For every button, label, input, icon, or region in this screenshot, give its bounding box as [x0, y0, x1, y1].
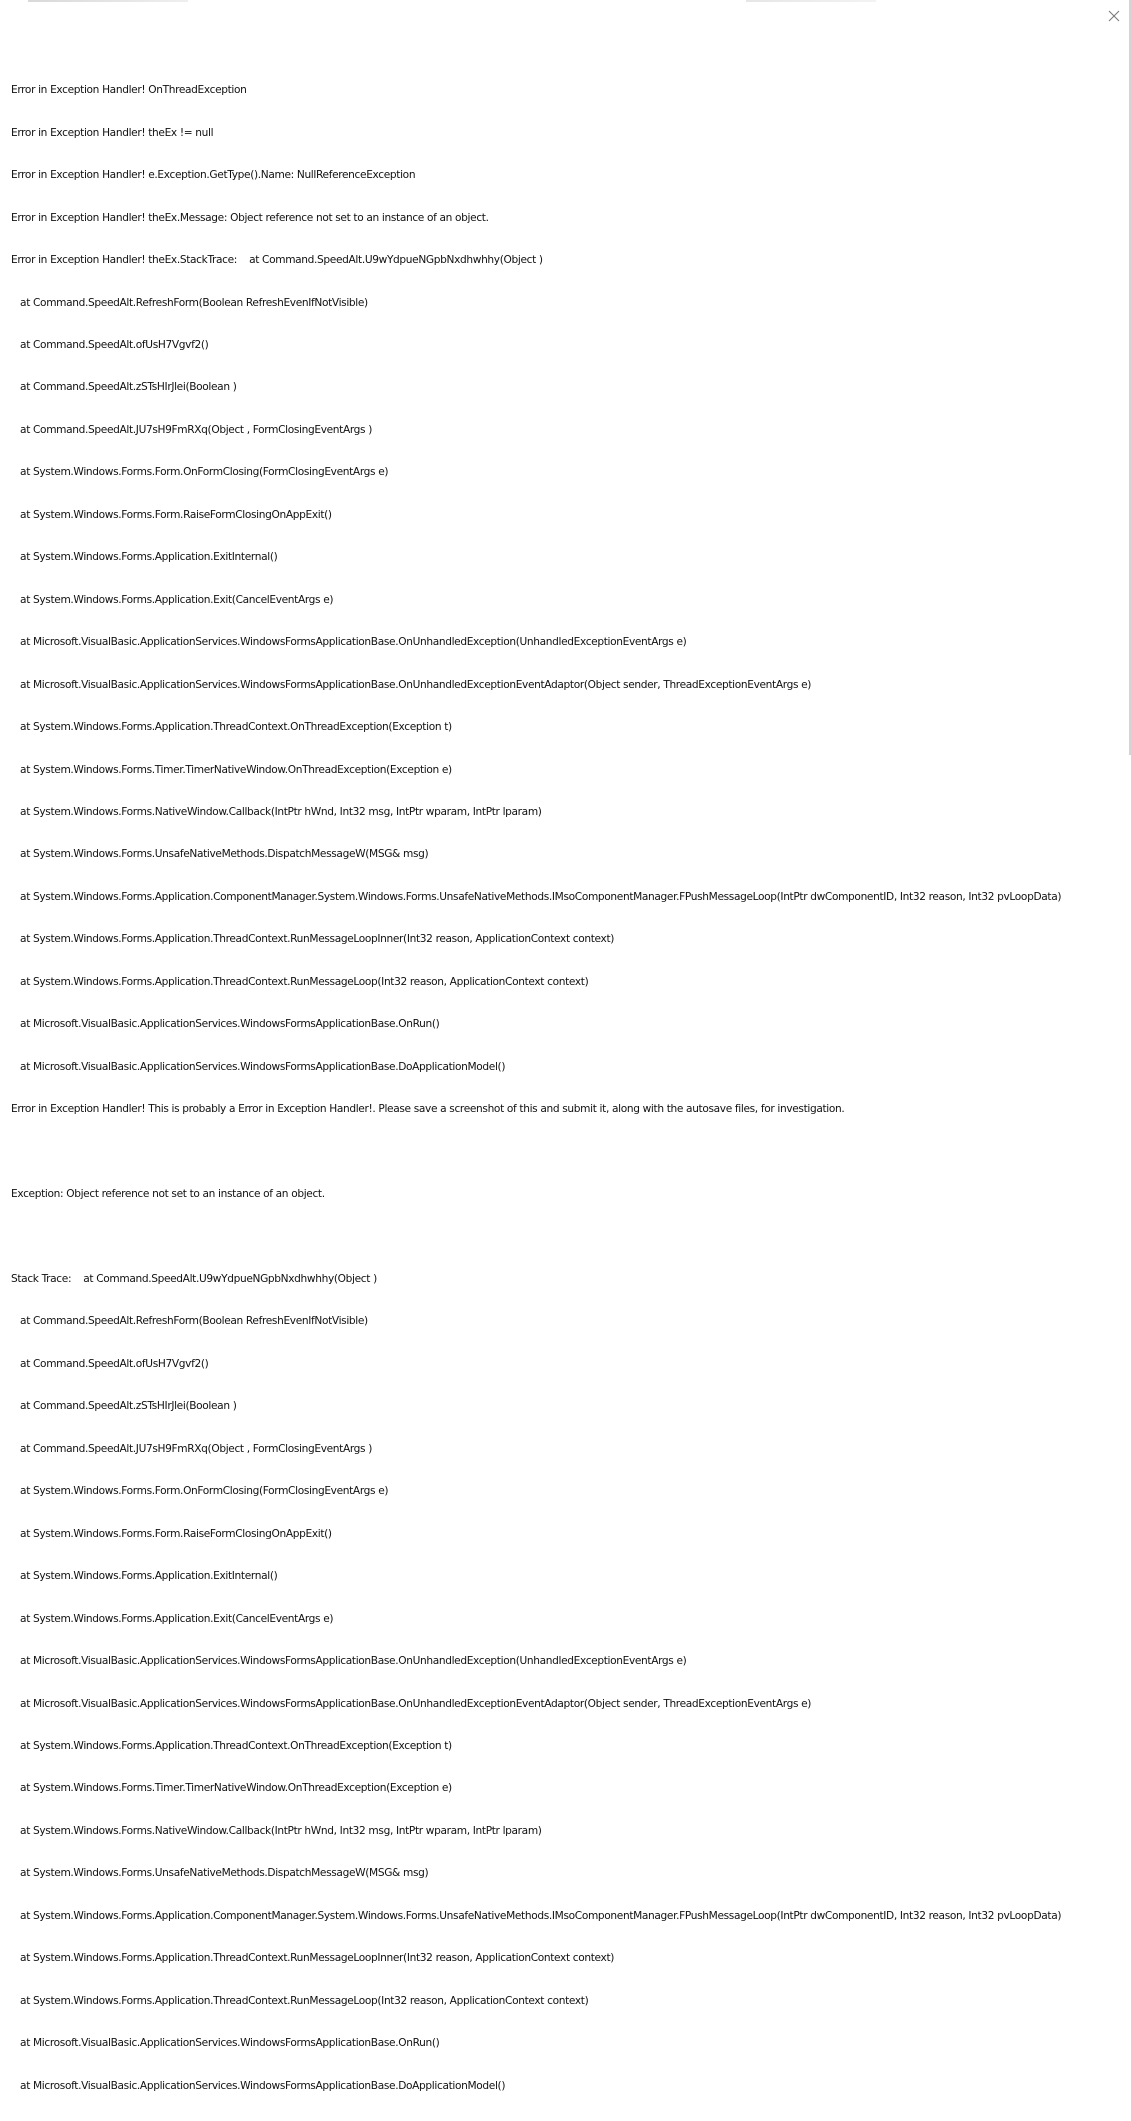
handler-line: at System.Windows.Forms.Application.ExitInternal() — [11, 551, 278, 564]
stack-trace-line: at System.Windows.Forms.NativeWindow.Callback(IntPtr hWnd, Int32 msg, IntPtr wparam, IntPtr lparam) — [11, 1824, 542, 1837]
handler-line: Error in Exception Handler! This is probably a Error in Exception Handler!. Please save a screenshot of this and submit it, along with the autosave files, for investigation. — [11, 1103, 845, 1116]
handler-line: at Command.SpeedAlt.zSTsHIrJlei(Boolean ) — [11, 381, 237, 394]
handler-line: at System.Windows.Forms.Application.ThreadContext.RunMessageLoop(Int32 reason, ApplicationContext context) — [11, 975, 589, 988]
stack-trace-line: at Microsoft.VisualBasic.ApplicationServices.WindowsFormsApplicationBase.OnUnhandledException(UnhandledExceptionEventArgs e) — [11, 1655, 687, 1668]
blank-line — [11, 1230, 1116, 1244]
stack-trace-line: at Microsoft.VisualBasic.ApplicationServices.WindowsFormsApplicationBase.DoApplicationModel() — [11, 2079, 506, 2092]
handler-line: Error in Exception Handler! e.Exception.GetType().Name: NullReferenceException — [11, 169, 416, 182]
stack-trace-line: at System.Windows.Forms.Application.ExitInternal() — [11, 1570, 278, 1583]
handler-line: Error in Exception Handler! theEx.StackTrace: at Command.SpeedAlt.U9wYdpueNGpbNxdhwhhy(Object ) — [11, 254, 543, 267]
handler-line: at Microsoft.VisualBasic.ApplicationServices.WindowsFormsApplicationBase.DoApplicationModel() — [11, 1060, 506, 1073]
handler-line: at System.Windows.Forms.UnsafeNativeMethods.DispatchMessageW(MSG& msg) — [11, 848, 429, 861]
handler-line: at Command.SpeedAlt.RefreshForm(Boolean RefreshEvenIfNotVisible) — [11, 296, 368, 309]
handler-line: at System.Windows.Forms.NativeWindow.Callback(IntPtr hWnd, Int32 msg, IntPtr wparam, IntPtr lparam) — [11, 806, 542, 819]
title-bar-text-remnant-right — [746, 0, 876, 2]
stack-trace-line: at System.Windows.Forms.Application.ComponentManager.System.Windows.Forms.UnsafeNativeMethods.IMsoComponentManager.FPushMessageLoop(IntPtr dwComponentID, Int32 reason, Int32 pvLoopData) — [11, 1909, 1062, 1922]
stack-trace-line: at System.Windows.Forms.Application.ThreadContext.RunMessageLoopInner(Int32 reason, ApplicationContext context) — [11, 1952, 615, 1965]
title-bar-remnant — [0, 0, 1131, 3]
handler-line: at System.Windows.Forms.Application.ComponentManager.System.Windows.Forms.UnsafeNativeMethods.IMsoComponentManager.FPushMessageLoop(IntPtr dwComponentID, Int32 reason, Int32 pvLoopData) — [11, 890, 1062, 903]
stack-trace-line: at Command.SpeedAlt.zSTsHIrJlei(Boolean ) — [11, 1400, 237, 1413]
stack-trace-line: at Microsoft.VisualBasic.ApplicationServices.WindowsFormsApplicationBase.OnUnhandledExceptionEventAdaptor(Object sender, ThreadExceptionEventArgs e) — [11, 1697, 812, 1710]
stack-trace-line: at System.Windows.Forms.Application.Exit(CancelEventArgs e) — [11, 1612, 334, 1625]
handler-line: at System.Windows.Forms.Timer.TimerNativeWindow.OnThreadException(Exception e) — [11, 763, 452, 776]
handler-line: at Command.SpeedAlt.JU7sH9FmRXq(Object , FormClosingEventArgs ) — [11, 423, 373, 436]
handler-line: at Microsoft.VisualBasic.ApplicationServices.WindowsFormsApplicationBase.OnUnhandledException(UnhandledExceptionEventArgs e) — [11, 636, 687, 649]
handler-line: at Microsoft.VisualBasic.ApplicationServices.WindowsFormsApplicationBase.OnRun() — [11, 1018, 440, 1031]
handler-line: at Microsoft.VisualBasic.ApplicationServices.WindowsFormsApplicationBase.OnUnhandledExceptionEventAdaptor(Object sender, ThreadExceptionEventArgs e) — [11, 678, 812, 691]
handler-line: at System.Windows.Forms.Form.RaiseFormClosingOnAppExit() — [11, 508, 332, 521]
close-button[interactable] — [1103, 5, 1125, 27]
handler-line: Error in Exception Handler! OnThreadException — [11, 84, 247, 97]
stack-trace-line: at System.Windows.Forms.UnsafeNativeMethods.DispatchMessageW(MSG& msg) — [11, 1867, 429, 1880]
stack-trace-line: at System.Windows.Forms.Form.RaiseFormClosingOnAppExit() — [11, 1527, 332, 1540]
handler-line: Error in Exception Handler! theEx != null — [11, 126, 214, 139]
handler-line: at System.Windows.Forms.Form.OnFormClosing(FormClosingEventArgs e) — [11, 466, 389, 479]
stack-trace-line: at System.Windows.Forms.Form.OnFormClosing(FormClosingEventArgs e) — [11, 1485, 389, 1498]
title-bar-text-remnant — [28, 0, 188, 2]
exception-line: Exception: Object reference not set to an instance of an object. — [11, 1188, 325, 1201]
handler-line: at System.Windows.Forms.Application.ThreadContext.RunMessageLoopInner(Int32 reason, ApplicationContext context) — [11, 933, 615, 946]
handler-line: at System.Windows.Forms.Application.ThreadContext.OnThreadException(Exception t) — [11, 721, 452, 734]
stack-trace-line: at Command.SpeedAlt.JU7sH9FmRXq(Object , FormClosingEventArgs ) — [11, 1442, 373, 1455]
blank-line — [11, 1145, 1116, 1159]
stack-trace-line: at Command.SpeedAlt.ofUsH7Vgvf2() — [11, 1357, 209, 1370]
stack-trace-line: at System.Windows.Forms.Application.ThreadContext.OnThreadException(Exception t) — [11, 1739, 452, 1752]
handler-line: Error in Exception Handler! theEx.Message: Object reference not set to an instance of an object. — [11, 211, 489, 224]
error-message-text — [11, 55, 1116, 2121]
handler-line: at System.Windows.Forms.Application.Exit(CancelEventArgs e) — [11, 593, 334, 606]
close-icon — [1108, 10, 1120, 22]
stack-trace-line: at System.Windows.Forms.Timer.TimerNativeWindow.OnThreadException(Exception e) — [11, 1782, 452, 1795]
stack-trace-line: at Command.SpeedAlt.RefreshForm(Boolean RefreshEvenIfNotVisible) — [11, 1315, 368, 1328]
stack-trace-line: Stack Trace: at Command.SpeedAlt.U9wYdpueNGpbNxdhwhhy(Object ) — [11, 1273, 377, 1285]
stack-trace-line: at System.Windows.Forms.Application.ThreadContext.RunMessageLoop(Int32 reason, ApplicationContext context) — [11, 1994, 589, 2007]
handler-line: at Command.SpeedAlt.ofUsH7Vgvf2() — [11, 339, 209, 352]
stack-trace-line: at Microsoft.VisualBasic.ApplicationServices.WindowsFormsApplicationBase.OnRun() — [11, 2037, 440, 2050]
